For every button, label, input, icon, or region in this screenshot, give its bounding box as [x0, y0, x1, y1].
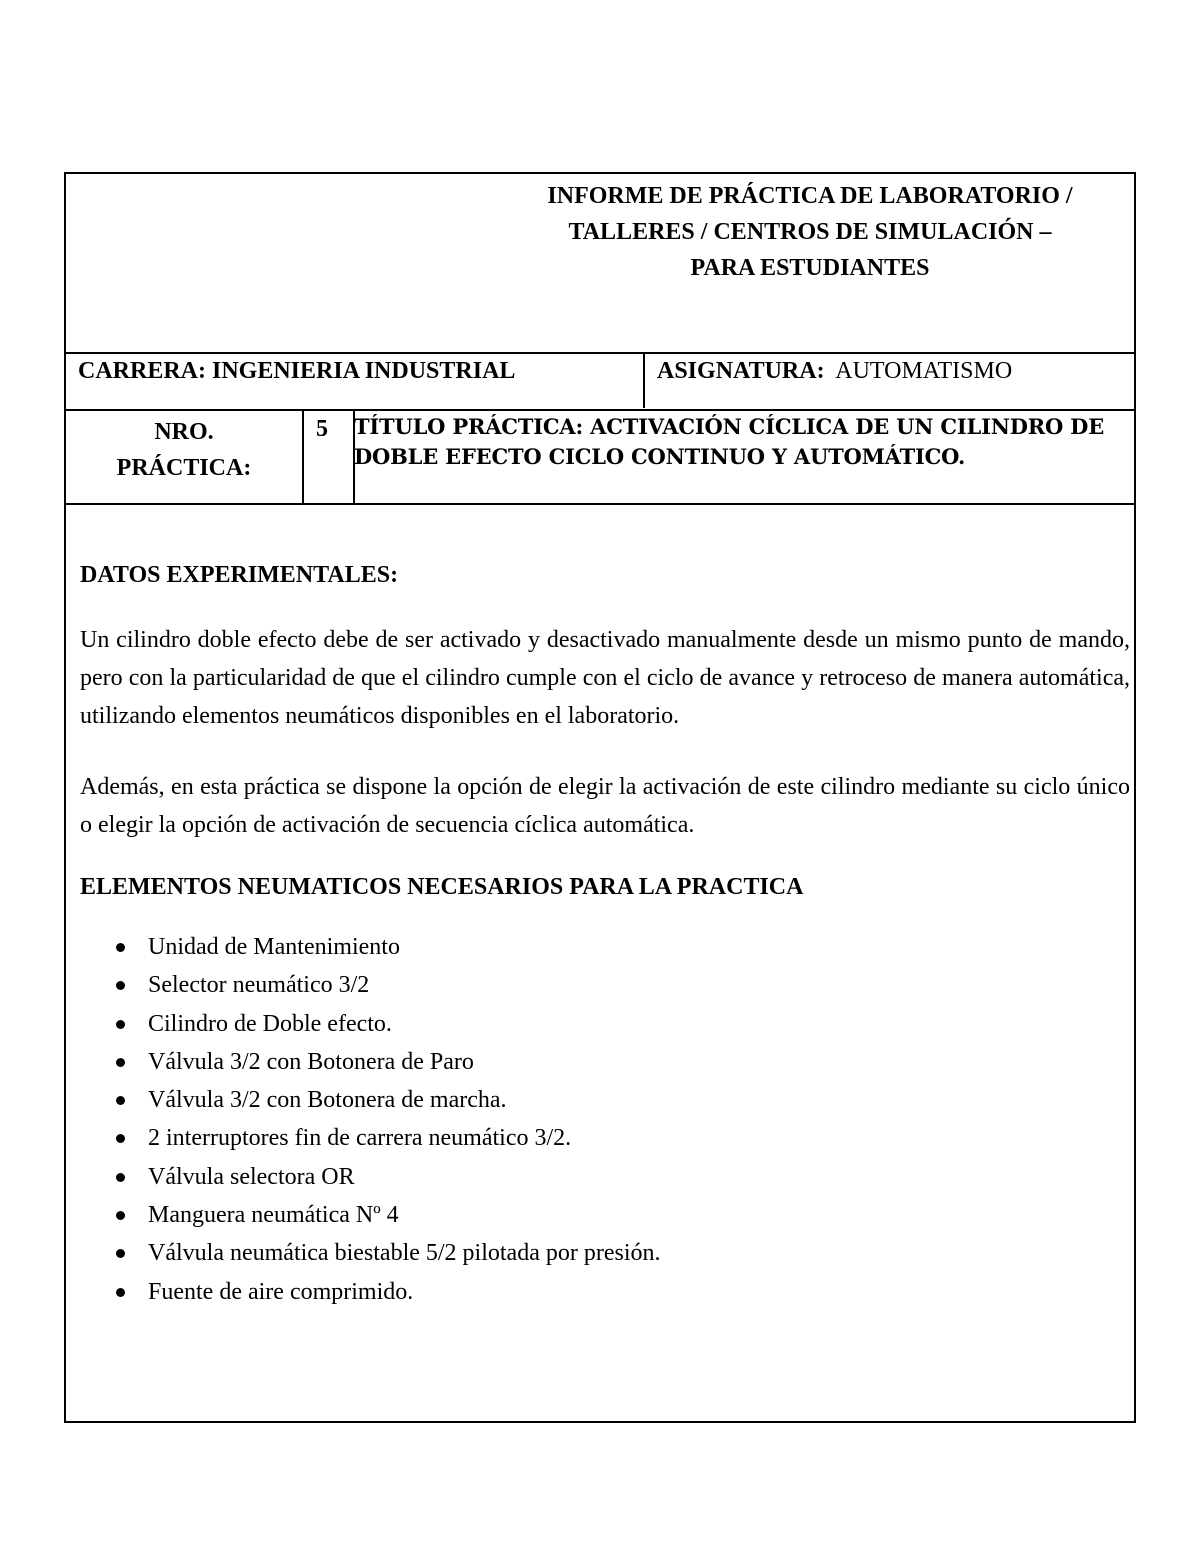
asignatura-field — [657, 356, 1012, 386]
bullet-icon — [116, 1249, 125, 1258]
bullet-icon — [116, 1134, 125, 1143]
bullet-icon — [116, 1173, 125, 1182]
datos-experimentales-heading: DATOS EXPERIMENTALES: — [80, 562, 399, 588]
asignatura-label: ASIGNATURA: — [657, 358, 825, 384]
list-item: Válvula 3/2 con Botonera de Paro — [116, 1043, 661, 1081]
bullet-icon — [116, 1096, 125, 1105]
bullet-icon — [116, 1211, 125, 1220]
list-item: Válvula neumática biestable 5/2 pilotada por presión. — [116, 1234, 661, 1272]
row-divider — [66, 409, 1134, 411]
carrera-field: CARRERA: INGENIERIA INDUSTRIAL — [78, 358, 516, 384]
titulo-practica — [354, 412, 1114, 472]
column-divider — [643, 352, 645, 408]
bullet-icon — [116, 1288, 125, 1297]
report-title-line-2: TALLERES / CENTROS DE SIMULACIÓN – — [568, 219, 1052, 245]
nro-practica-value: 5 — [316, 416, 328, 442]
titulo-line-2: DOBLE EFECTO CICLO CONTINUO Y AUTOMÁTICO. — [354, 444, 966, 469]
asignatura-value: AUTOMATISMO — [835, 358, 1013, 384]
row-divider — [66, 503, 1134, 505]
list-item: Selector neumático 3/2 — [116, 966, 661, 1004]
elementos-heading: ELEMENTOS NEUMATICOS NECESARIOS PARA LA PRACTICA — [80, 874, 804, 900]
nro-label-line-1: NRO. — [154, 419, 214, 445]
report-form-table — [64, 172, 1136, 1423]
nro-label-line-2: PRÁCTICA: — [116, 455, 252, 481]
experiment-paragraph-1: Un cilindro doble efecto debe de ser activado y desactivado manualmente desde un mismo punto de mando, pero con la particularidad de que el cilindro cumple con el ciclo de avance y retroceso de manera automática, utilizando elementos neumáticos disponibles en el laboratorio. — [80, 627, 1130, 729]
report-title-line-1: INFORME DE PRÁCTICA DE LABORATORIO / — [547, 183, 1073, 209]
list-item: Manguera neumática Nº 4 — [116, 1196, 661, 1234]
row-divider — [66, 352, 1134, 354]
list-item: Unidad de Mantenimiento — [116, 928, 661, 966]
bullet-icon — [116, 1020, 125, 1029]
bullet-icon — [116, 981, 125, 990]
bullet-icon — [116, 943, 125, 952]
list-item: Válvula 3/2 con Botonera de marcha. — [116, 1081, 661, 1119]
list-item: Fuente de aire comprimido. — [116, 1273, 661, 1311]
column-divider — [302, 409, 304, 504]
elements-list — [116, 928, 661, 1311]
list-item: Válvula selectora OR — [116, 1158, 661, 1196]
report-title — [510, 178, 1110, 286]
list-item: 2 interruptores fin de carrera neumático 3/2. — [116, 1119, 661, 1157]
report-title-line-3: PARA ESTUDIANTES — [690, 255, 930, 281]
bullet-icon — [116, 1058, 125, 1067]
list-item: Cilindro de Doble efecto. — [116, 1005, 661, 1043]
titulo-line-1: TÍTULO PRÁCTICA: ACTIVACIÓN CÍCLICA DE UN CILINDRO DE — [354, 414, 1104, 439]
experiment-paragraph-2: Además, en esta práctica se dispone la opción de elegir la activación de este cilindro mediante su ciclo único o elegir la opción de activación de secuencia cíclica automática. — [80, 774, 1130, 838]
nro-practica-label — [66, 414, 302, 486]
